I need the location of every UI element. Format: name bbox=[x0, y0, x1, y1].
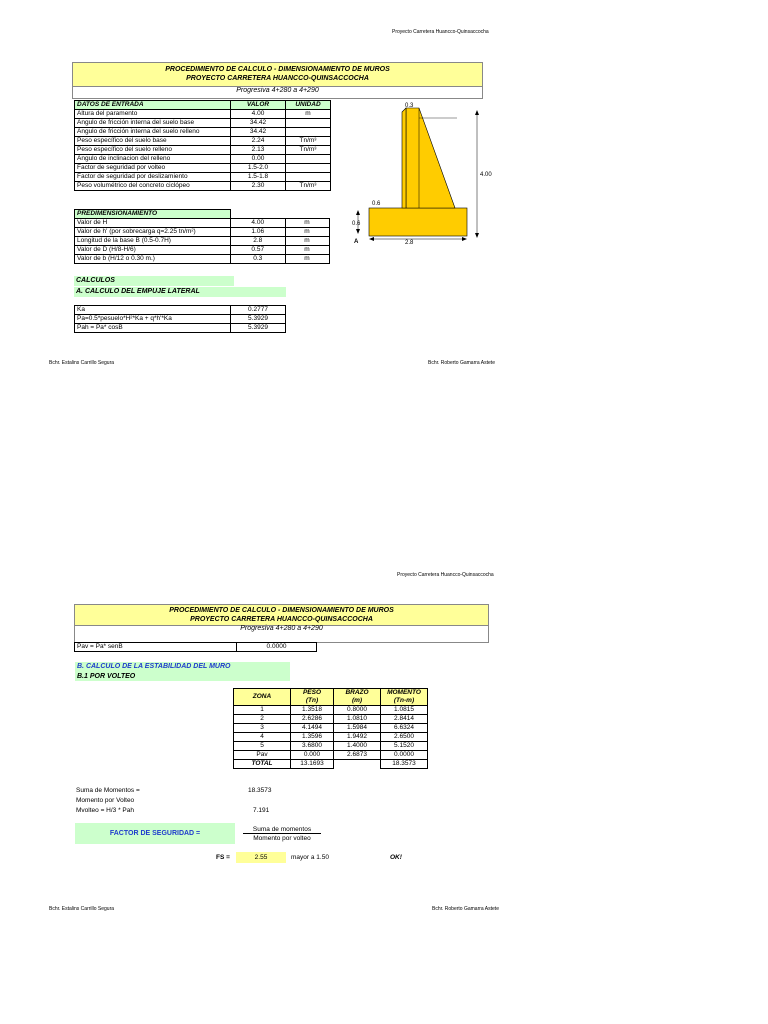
doc-title: PROCEDIMIENTO DE CALCULO - DIMENSIONAMIENTO DE MUROS bbox=[165, 66, 390, 73]
signature-right: Bchr. Roberto Gamarra Astete bbox=[428, 360, 495, 366]
table-row: 5 3.6800 1.4000 5.1520 bbox=[234, 742, 428, 751]
volteo-table: ZONA PESO BRAZO MOMENTO (Tn) (m) (Tn-m) 1 1.3518 0.8000 1.0815 2 2.6286 1.0810 2.8414 3 4.1494 1.5984 6.6324 4 1.3596 1.9492 2.6500 5 3.6800 1.4000 5.1520 Pav 0.000 2.6873 0.0000 TOTAL 13.1693 18.3573 bbox=[233, 688, 428, 769]
table-row: Longitud de la base B (0.5-0.7H) 2.8 m bbox=[75, 237, 330, 246]
suma-value: 18.3573 bbox=[248, 787, 272, 794]
table-row: Factor de seguridad por deslizamiento 1.5-1.8 bbox=[75, 173, 331, 182]
table-row: Peso específico del suelo relleno 2.13 Tn/m³ bbox=[75, 146, 331, 155]
pav-value: 0.0000 bbox=[237, 643, 317, 652]
signature-right: Bchr. Roberto Gamarra Astete bbox=[432, 906, 499, 912]
wall-stem bbox=[406, 108, 455, 208]
table-row: 2 2.6286 1.0810 2.8414 bbox=[234, 715, 428, 724]
title-box bbox=[72, 62, 483, 87]
col-zona: ZONA bbox=[234, 689, 291, 706]
fs-label: FACTOR DE SEGURIDAD = bbox=[109, 830, 201, 837]
predim-table bbox=[74, 209, 330, 264]
fs-ok: OK! bbox=[390, 854, 402, 861]
section-b-heading: B. CALCULO DE LA ESTABILIDAD DEL MURO bbox=[75, 662, 290, 672]
progresiva-box bbox=[72, 85, 483, 99]
signature-left: Bchr. Estalins Carrillo Segura bbox=[49, 360, 115, 366]
title-box bbox=[74, 604, 489, 626]
section-b1-heading: B.1 POR VOLTEO bbox=[75, 672, 290, 681]
doc-subtitle: PROYECTO CARRETERA HUANCCO-QUINSACCOCHA bbox=[190, 616, 373, 623]
table-row: Peso específico del suelo base 2.24 Tn/m³ bbox=[75, 137, 331, 146]
suma-label: Suma de Momentos = bbox=[76, 787, 140, 794]
table-row: 3 4.1494 1.5984 6.6324 bbox=[234, 724, 428, 733]
mvolteo-value: 7.191 bbox=[253, 807, 270, 814]
table-total-row bbox=[234, 760, 428, 769]
doc-title: PROCEDIMIENTO DE CALCULO - DIMENSIONAMIENTO DE MUROS bbox=[169, 607, 394, 614]
fs-denominator: Momento por volteo bbox=[253, 835, 311, 842]
height-label: 4.00 bbox=[480, 172, 492, 178]
datos-heading: DATOS DE ENTRADA bbox=[75, 101, 231, 110]
total-peso: 13.1693 bbox=[291, 760, 334, 769]
predim-heading: PREDIMENSIONAMIENTO bbox=[75, 210, 231, 219]
footing-height-label: 0.6 bbox=[352, 221, 361, 227]
table-row: Valor de b (H/12 o 0.30 m.) 0.3 m bbox=[75, 255, 330, 264]
top-width-label: 0.3 bbox=[405, 103, 414, 109]
table-row: Pav 0.000 2.6873 0.0000 bbox=[234, 751, 428, 760]
col-valor: VALOR bbox=[231, 101, 286, 110]
section-a-heading: A. CALCULO DEL EMPUJE LATERAL bbox=[74, 287, 286, 297]
table-row: Pa=0.5*pesuelo*H²*Ka + q*h'*Ka 5.3929 bbox=[75, 315, 286, 324]
table-row: Angulo de fricción interna del suelo relleno 34.42 bbox=[75, 128, 331, 137]
table-row: Angulo de inclinacion del relleno 0.00 bbox=[75, 155, 331, 164]
progresiva: Progresiva 4+280 a 4+290 bbox=[240, 625, 323, 632]
fs-value: 2.55 bbox=[236, 852, 286, 863]
table-row: Ka 0.2777 bbox=[75, 306, 286, 315]
running-header: Proyecto Carretera Huancco-Quinsaccocha bbox=[392, 29, 489, 35]
table-row: 4 1.3596 1.9492 2.6500 bbox=[234, 733, 428, 742]
progresiva-box bbox=[74, 624, 489, 643]
col-peso: PESO bbox=[291, 689, 334, 698]
total-momento: 18.3573 bbox=[381, 760, 428, 769]
pav-label: Pav = Pa* senB bbox=[75, 643, 237, 652]
table-row: Factor de seguridad por volteo 1.5-2.0 bbox=[75, 164, 331, 173]
total-label: TOTAL bbox=[234, 760, 291, 769]
wall-face bbox=[402, 108, 406, 208]
fs-label-box bbox=[75, 823, 235, 844]
table-row: Angulo de fricción interna del suelo base 34.42 bbox=[75, 119, 331, 128]
base-label: 2.8 bbox=[405, 240, 414, 246]
signature-left: Bchr. Estalins Carrillo Segura bbox=[49, 906, 115, 912]
fs-numerator: Suma de momentos bbox=[243, 826, 321, 834]
table-row: Valor de D (H/8-H/6) 0.57 m bbox=[75, 246, 330, 255]
fs-eq: FS = bbox=[216, 854, 230, 861]
table-row: Valor de H 4.00 m bbox=[75, 219, 330, 228]
table-row: Pah = Pa* cosB 5.3929 bbox=[75, 324, 286, 333]
doc-subtitle: PROYECTO CARRETERA HUANCCO-QUINSACCOCHA bbox=[186, 75, 369, 82]
calculos-heading: CALCULOS bbox=[74, 276, 234, 286]
table-row: 1 1.3518 0.8000 1.0815 bbox=[234, 706, 428, 715]
fs-condition: mayor a 1.50 bbox=[291, 854, 329, 861]
col-momento: MOMENTO bbox=[381, 689, 428, 698]
empuje-table bbox=[74, 305, 286, 333]
table-row: Valor de h' (por sobrecarga q=2.25 tn/m²) 1.06 m bbox=[75, 228, 330, 237]
table-row bbox=[75, 643, 317, 652]
mvolteo-label-2: Mvolteo = H/3 * Pah bbox=[76, 807, 134, 814]
mvolteo-label-1: Momento por Volteo bbox=[76, 797, 135, 804]
wall-footing bbox=[369, 208, 467, 236]
table-row: Peso volumétrico del concreto ciclópeo 2.30 Tn/m³ bbox=[75, 182, 331, 191]
wall-diagram bbox=[345, 98, 495, 250]
running-header: Proyecto Carretera Huancco-Quinsaccocha bbox=[397, 572, 494, 578]
point-a-label: A bbox=[354, 239, 359, 245]
col-brazo: BRAZO bbox=[334, 689, 381, 698]
datos-table bbox=[74, 100, 331, 191]
pav-table bbox=[74, 642, 317, 652]
col-unidad: UNIDAD bbox=[286, 101, 331, 110]
footing-left-label: 0.6 bbox=[372, 201, 381, 207]
table-row: Altura del paramento 4.00 m bbox=[75, 110, 331, 119]
progresiva: Progresiva 4+280 a 4+290 bbox=[236, 87, 319, 94]
